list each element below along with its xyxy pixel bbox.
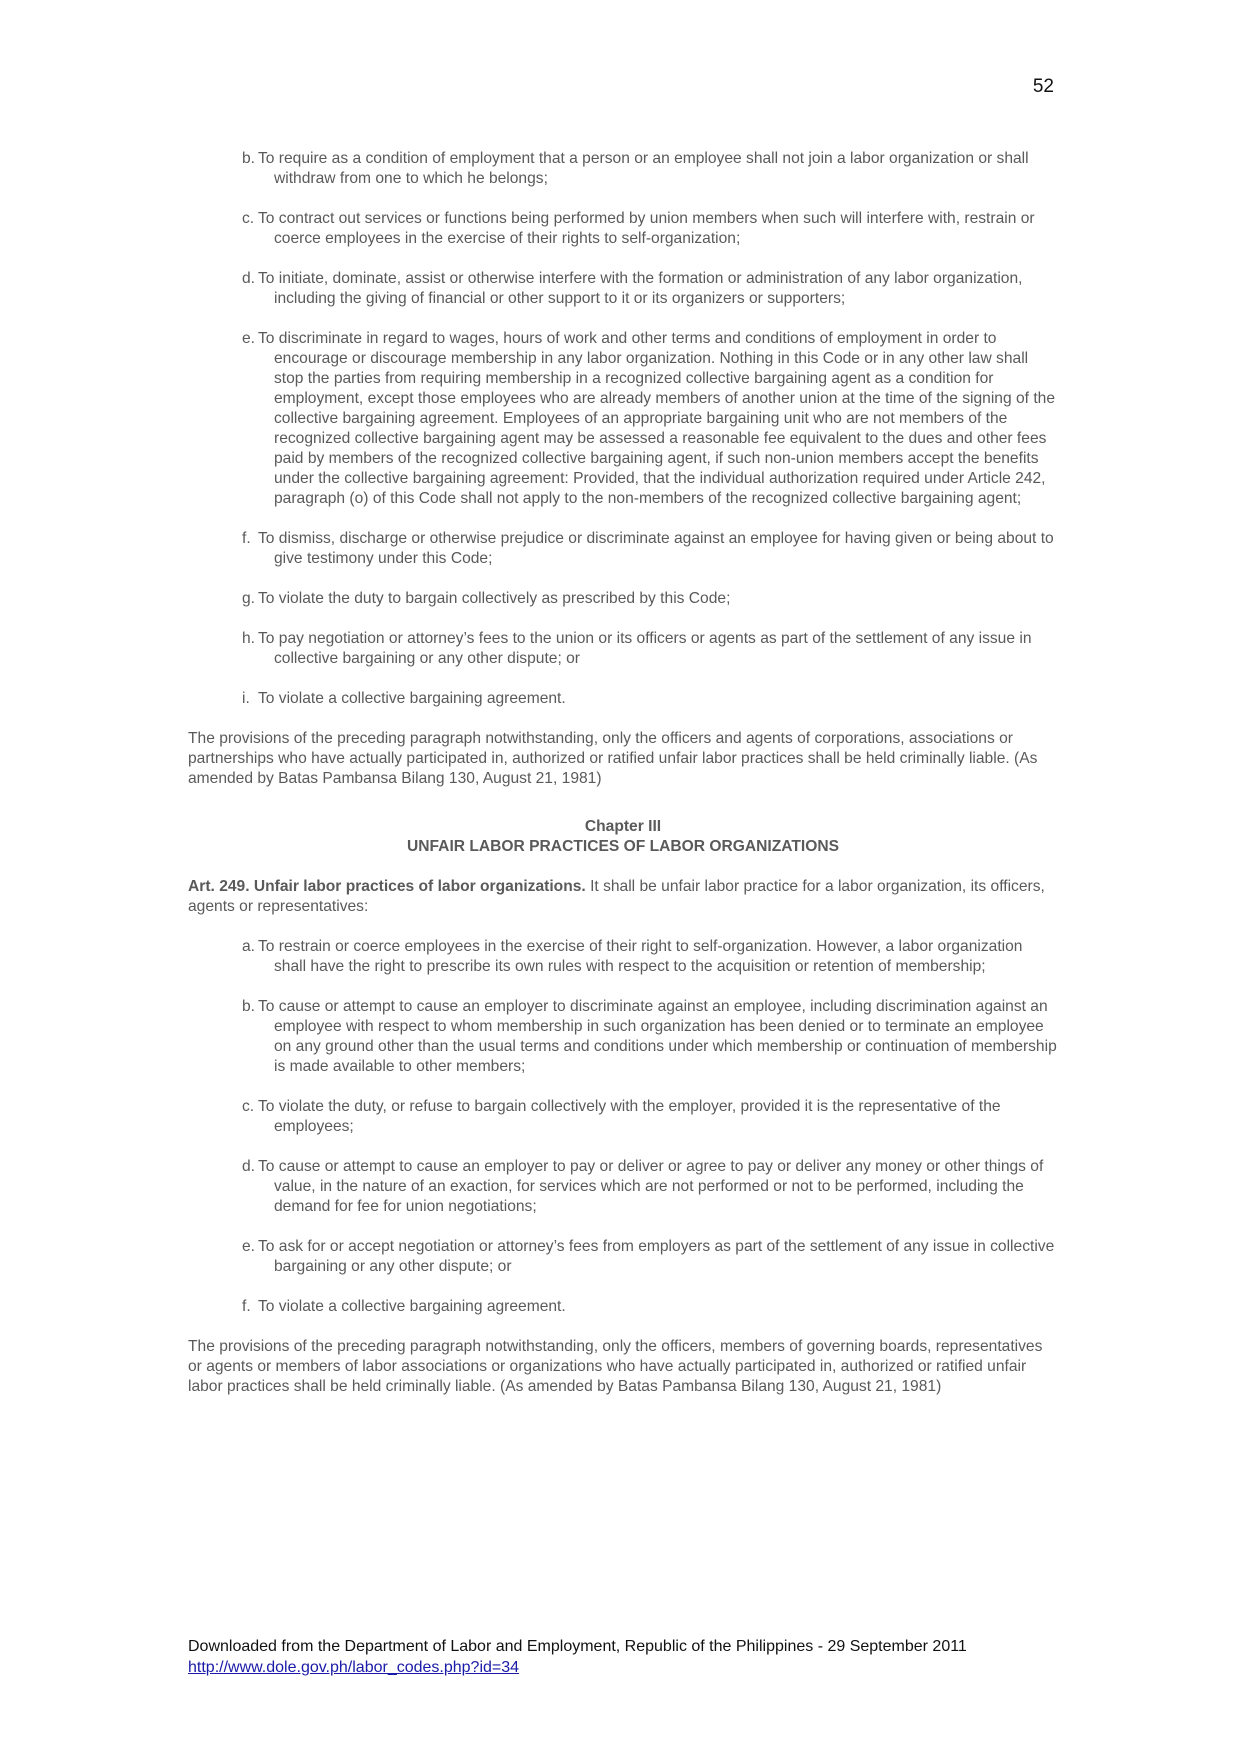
- article-intro: It shall be unfair labor practice for a labor organization, its officers, agents or representatives:: [188, 878, 1045, 915]
- list-item: d. To initiate, dominate, assist or otherwise interfere with the formation or administration of any labor organization, including the giving of financial or other support to it or its organizers or supporters;: [242, 270, 1023, 307]
- list-item: g. To violate the duty to bargain collectively as prescribed by this Code;: [242, 590, 731, 607]
- list-item: f. To dismiss, discharge or otherwise prejudice or discriminate against an employee for having given or being about to give testimony under this Code;: [242, 530, 1054, 567]
- list-organization-practices: [188, 937, 1058, 1317]
- article-heading: Art. 249. Unfair labor practices of labor organizations.: [188, 878, 586, 895]
- paragraph-liability-employers: The provisions of the preceding paragraph notwithstanding, only the officers and agents of corporations, associations or partnerships who have actually participated in, authorized or ratified unfair labor practices shall be held criminally liable. (As amended by Batas Pambansa Bilang 130, August 21, 1981): [188, 730, 1038, 787]
- list-item: f. To violate a collective bargaining agreement.: [242, 1298, 566, 1315]
- chapter-heading: [188, 817, 1058, 857]
- list-employer-practices: [188, 149, 1058, 709]
- paragraph-liability-organizations: The provisions of the preceding paragraph notwithstanding, only the officers, members of governing boards, representatives or agents or members of labor associations or organizations who have actually participated in, authorized or ratified unfair labor practices shall be held criminally liable. (As amended by Batas Pambansa Bilang 130, August 21, 1981): [188, 1338, 1043, 1395]
- footer-link[interactable]: http://www.dole.gov.ph/labor_codes.php?id=34: [188, 1659, 520, 1676]
- list-item: b. To require as a condition of employment that a person or an employee shall not join a labor organization or shall withdraw from one to which he belongs;: [242, 150, 1029, 187]
- list-item: a. To restrain or coerce employees in the exercise of their right to self-organization. However, a labor organization shall have the right to prescribe its own rules with respect to the acquisition or retention of membership;: [242, 938, 1023, 975]
- list-item: c. To violate the duty, or refuse to bargain collectively with the employer, provided it is the representative of the employees;: [242, 1098, 1001, 1135]
- list-item: i. To violate a collective bargaining agreement.: [242, 690, 566, 707]
- list-item: e. To discriminate in regard to wages, hours of work and other terms and conditions of employment in order to encourage or discourage membership in any labor organization. Nothing in this Code or in any other law shall stop the parties from requiring membership in a recognized collective bargaining agent as a condition for employment, except those employees who are already members of another union at the time of the signing of the collective bargaining agreement. Employees of an appropriate bargaining unit who are not members of the recognized collective bargaining agent may be assessed a reasonable fee equivalent to the dues and other fees paid by members of the recognized collective bargaining agent, if such non-union members accept the benefits under the collective bargaining agreement: Provided, that the individual authorization required under Article 242, paragraph (o) of this Code shall not apply to the non-members of the recognized collective bargaining agent;: [242, 330, 1055, 507]
- chapter-number: Chapter III: [584, 818, 662, 835]
- list-item: c. To contract out services or functions being performed by union members when such will interfere with, restrain or coerce employees in the exercise of their rights to self-organization;: [242, 210, 1035, 247]
- chapter-title: UNFAIR LABOR PRACTICES OF LABOR ORGANIZATIONS: [407, 838, 839, 855]
- list-item: e. To ask for or accept negotiation or attorney’s fees from employers as part of the settlement of any issue in collective bargaining or any other dispute; or: [242, 1238, 1055, 1275]
- footer-source-line: Downloaded from the Department of Labor and Employment, Republic of the Philippines - 29 September 2011: [188, 1638, 967, 1655]
- page-number: 52: [1032, 76, 1054, 97]
- list-item: h. To pay negotiation or attorney’s fees to the union or its officers or agents as part of the settlement of any issue in collective bargaining or any other dispute; or: [242, 630, 1032, 667]
- list-item: b. To cause or attempt to cause an employer to discriminate against an employee, including discrimination against an employee with respect to whom membership in such organization has been denied or to terminate an employee on any ground other than the usual terms and conditions under which membership or continuation of membership is made available to other members;: [242, 998, 1057, 1075]
- page-content: [188, 149, 1058, 1417]
- article-paragraph: [188, 877, 1058, 917]
- list-item: d. To cause or attempt to cause an employer to pay or deliver or agree to pay or deliver any money or other things of value, in the nature of an exaction, for services which are not performed or not to be performed, including the demand for fee for union negotiations;: [242, 1158, 1044, 1215]
- page-footer: [188, 1636, 967, 1678]
